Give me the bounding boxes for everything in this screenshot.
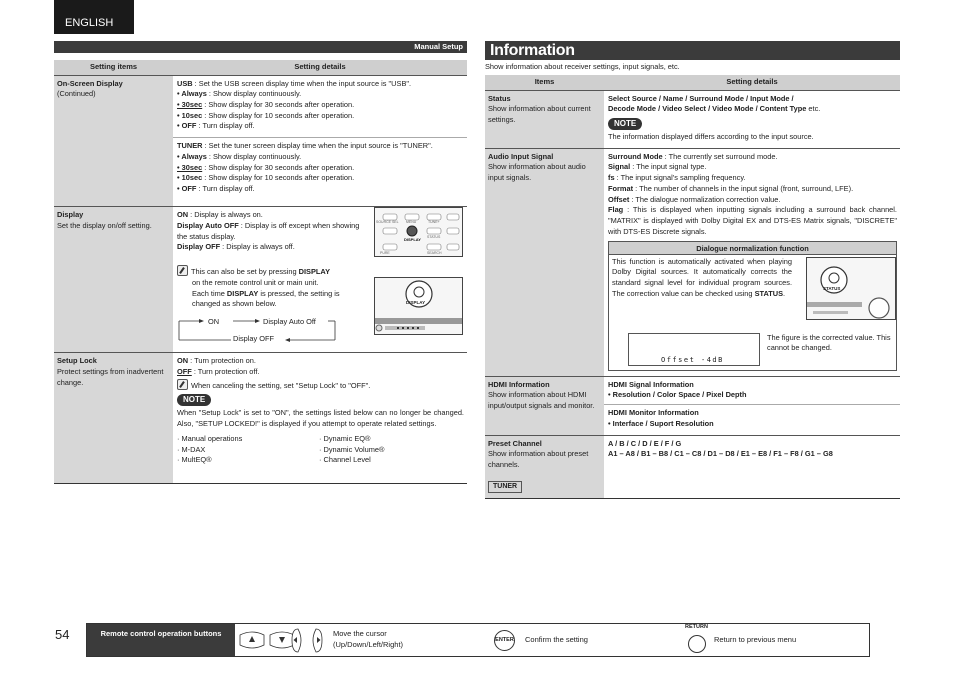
pencil-note-icon bbox=[177, 379, 188, 390]
col-items: Items bbox=[485, 75, 604, 90]
dialogue-normalization-box: Dialogue normalization function This function is automatically activated when playing Dolby Digital sources. It automatically corrects the standard signal level for individual program sources. The correction value can be checked using STATUS. STATUS Offset -4dB The figure is the corrected value. This cannot be changed. bbox=[608, 241, 897, 371]
tuner-badge: TUNER bbox=[488, 481, 522, 493]
remote-buttons-bar bbox=[86, 623, 870, 657]
cycle-auto-off: Display Auto Off bbox=[263, 317, 316, 327]
preset-details: A / B / C / D / E / F / G A1 – A8 / B1 – B8 / C1 – C8 / D1 – D8 / E1 – E8 / F1 – F8 / G1 – G8 bbox=[604, 435, 900, 498]
osd-usb-details: USB : Set the USB screen display time when the input source is "USB". • Always : Show display continuously. • 30sec : Show display for 30 seconds after operation. • 10sec : Show display for 10 seconds after operation. • OFF : Turn display off. bbox=[173, 75, 467, 138]
hdmi-details: HDMI Signal Information • Resolution / Color Space / Pixel Depth HDMI Monitor Information • Interface / Suport Resolution bbox=[604, 376, 900, 435]
page-number: 54 bbox=[55, 627, 70, 642]
offset-display-lcd: Offset -4dB bbox=[628, 333, 760, 366]
remote-buttons-label: Remote control operation buttons bbox=[87, 624, 235, 656]
enter-button-icon: ENTER bbox=[494, 630, 515, 651]
return-button-icon bbox=[688, 635, 706, 653]
note-badge: NOTE bbox=[608, 118, 642, 130]
note-badge: NOTE bbox=[177, 394, 211, 406]
col-setting-details: Setting details bbox=[604, 75, 900, 90]
item-audio-input-signal: Audio Input Signal Show information about audio input signals. bbox=[485, 148, 604, 376]
item-display: Display Set the display on/off setting. bbox=[54, 207, 173, 353]
display-details: ON : Display is always on. Display Auto OFF : Display is off except when showing the status display. Display OFF : Display is always off. This can also be set by pressing DISPLAY on the remote control unit or main unit. Each time DISPLAY is pressed, the setting is changed as shown below. ON Display Auto Off Display OFF SOURCE SEL MENU TUNE+ DISPLAY STATUS PURE SEARCH DISPLAY bbox=[173, 207, 467, 353]
col-setting-items: Setting items bbox=[54, 60, 173, 75]
item-setup-lock: Setup Lock Protect settings from inadvertent change. bbox=[54, 353, 173, 484]
item-on-screen-display: On-Screen Display (Continued) bbox=[54, 75, 173, 207]
item-status: Status Show information about current settings. bbox=[485, 90, 604, 148]
info-intro: Show information about receiver settings, input signals, etc. bbox=[485, 62, 680, 71]
setup-lock-details: ON : Turn protection on. OFF : Turn protection off. When canceling the setting, set "Setup Lock" to "OFF". NOTE When "Setup Lock" is set to "ON", the settings listed below can no longer be changed. Also, "SETUP LOCKED!" is displayed if you attempt to operate related settings. · Manual operations · M-DAX · MultEQ® · Dynamic EQ® · Dynamic Volume® · Channel Level bbox=[173, 353, 467, 484]
locked-settings-list: · Manual operations · M-DAX · MultEQ® · Dynamic EQ® · Dynamic Volume® · Channel Level bbox=[177, 433, 385, 465]
audio-input-details: Surround Mode : The currently set surround mode. Signal : The input signal type. fs : The input signal's sampling frequency. Format : The number of channels in the input signal (front, surround, LFE). Offset : The dialogue normalization correction value. Flag : This is displayed when inputting signals including a surround back channel. "MATRIX" is displayed with Dolby Digital EX and DTS-ES Matrix signals, "DISCRETE" with DTS-ES Discrete signals. Dialogue normalization function This function is automatically activated when playing Dolby Digital sources. It automatically corrects the standard signal level for individual program sources. The correction value can be checked using STATUS. STATUS Offset -4dB The figure is the corrected value. This cannot be changed. bbox=[604, 148, 900, 376]
item-preset-channel: Preset Channel Show information about preset channels. TUNER bbox=[485, 435, 604, 498]
figure-caption: The figure is the corrected value. This cannot be changed. bbox=[767, 332, 891, 353]
item-hdmi-information: HDMI Information Show information about HDMI input/output signals and monitor. bbox=[485, 376, 604, 435]
status-button-image: STATUS bbox=[806, 257, 896, 320]
return-label: RETURN bbox=[685, 624, 708, 630]
settings-table bbox=[54, 60, 467, 484]
cursor-buttons-icon bbox=[238, 627, 324, 654]
osd-tuner-details: TUNER : Set the tuner screen display time when the input source is "TUNER". • Always : Show display continuously. • 30sec : Show display for 30 seconds after operation. • 10sec : Show display for 10 seconds after operation. • OFF : Turn display off. bbox=[173, 138, 467, 207]
information-table bbox=[485, 75, 900, 499]
display-tip: This can also be set by pressing DISPLAY on the remote control unit or main unit. Each time DISPLAY is pressed, the setting is changed as shown below. bbox=[177, 265, 367, 310]
return-text: Return to previous menu bbox=[714, 635, 797, 644]
status-details: Select Source / Name / Surround Mode / Input Mode / Decode Mode / Video Select / Video Mode / Content Type etc. NOTE The information displayed differs according to the input source. bbox=[604, 90, 900, 148]
move-cursor-text: Move the cursor (Up/Down/Left/Right) bbox=[333, 629, 404, 649]
enter-text: Confirm the setting bbox=[525, 635, 588, 644]
pencil-note-icon bbox=[177, 265, 188, 276]
page-title: Information bbox=[485, 41, 900, 60]
language-tab: ENGLISH bbox=[54, 0, 134, 34]
main-unit-image: DISPLAY bbox=[374, 277, 463, 335]
cycle-on: ON bbox=[208, 317, 220, 327]
remote-control-image: SOURCE SEL MENU TUNE+ DISPLAY STATUS PURE SEARCH bbox=[374, 207, 463, 257]
col-setting-details: Setting details bbox=[173, 60, 467, 75]
cycle-display-off: Display OFF bbox=[233, 334, 275, 344]
section-header: Manual Setup bbox=[54, 41, 467, 53]
